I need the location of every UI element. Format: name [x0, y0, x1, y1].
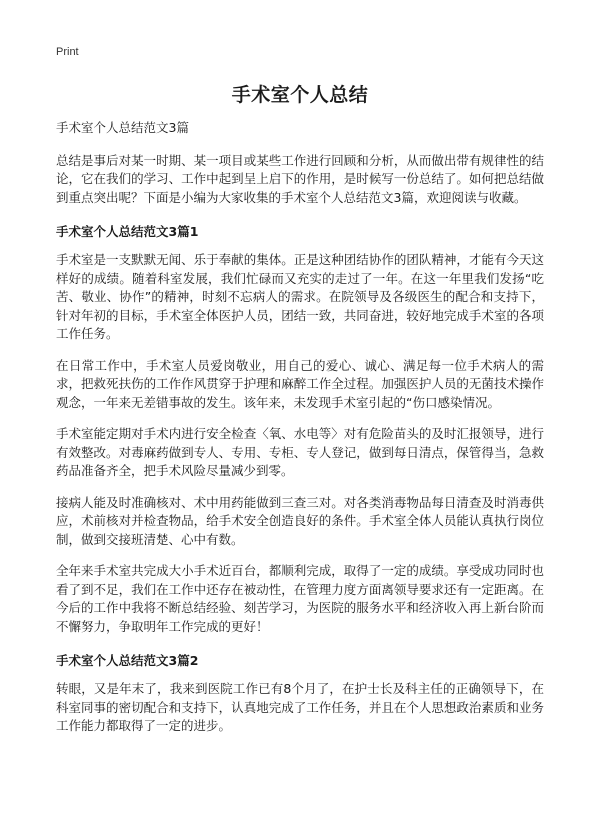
section-heading-2: 手术室个人总结范文3篇2: [56, 653, 199, 668]
section1-paragraph-5: 全年来手术室共完成大小手术近百台，都顺利完成，取得了一定的成绩。享受成功同时也看了到不足，我们在工作中还存在被动性，在管理力度方面离领导要求还有一定距离。在今后的工作中我将不断总结经验、刻苦学习，为医院的服务水平和经济收入再上新台阶而不懈努力，争取明年工作完成的更好！: [56, 563, 544, 634]
document-subtitle: 手术室个人总结范文3篇: [56, 120, 189, 135]
article-body: [56, 119, 544, 749]
section1-paragraph-3: 手术室能定期对手术内进行安全检查〈氧、水电等〉对有危险苗头的及时汇报领导，进行有效整改。对毒麻药做到专人、专用、专柜、专人登记，做到每日清点，保管得当，急救药品准备齐全，把手术风险尽量减少到零。: [56, 426, 544, 478]
intro-paragraph: 总结是事后对某一时期、某一项目或某些工作进行回顾和分析，从而做出带有规律性的结论，它在我们的学习、工作中起到呈上启下的作用，是时候写一份总结了。如何把总结做到重点突出呢？下面是小编为大家收集的手术室个人总结范文3篇，欢迎阅读与收藏。: [56, 152, 544, 205]
print-link[interactable]: Print: [56, 46, 79, 58]
page-title: 手术室个人总结: [231, 84, 369, 106]
section1-paragraph-2: 在日常工作中，手术室人员爱岗敬业，用自己的爱心、诚心、满足每一位手术病人的需求，把救死扶伤的工作作风贯穿于护理和麻醉工作全过程。加强医护人员的无菌技术操作观念，一年来无差错事故的发生。该年来，未发现手术室引起的“伤口感染情况。: [56, 357, 544, 410]
section-heading-1: 手术室个人总结范文3篇1: [56, 224, 199, 239]
section2-paragraph-1: 转眼，又是年末了，我来到医院工作已有8个月了，在护士长及科主任的正确领导下，在科室同事的密切配合和支持下，认真地完成了工作任务，并且在个人思想政治素质和业务工作能力都取得了一定的进步。: [56, 681, 544, 733]
section1-paragraph-1: 手术室是一支默默无闻、乐于奉献的集体。正是这种团结协作的团队精神，才能有今天这样好的成绩。随着科室发展，我们忙碌而又充实的走过了一年。在这一年里我们发扬“吃苦、敬业、协作”的精神，时刻不忘病人的需求。在院领导及各级医生的配合和支持下，针对年初的目标，手术室全体医护人员，团结一致，共同奋进，较好地完成手术室的各项工作任务。: [56, 252, 544, 341]
section1-paragraph-4: 接病人能及时准确核对、术中用药能做到三查三对。对各类消毒物品每日清查及时消毒供应，术前核对并检查物品，给手术安全创造良好的条件。手术室全体人员能认真执行岗位制，做到交接班清楚、心中有数。: [56, 494, 544, 547]
